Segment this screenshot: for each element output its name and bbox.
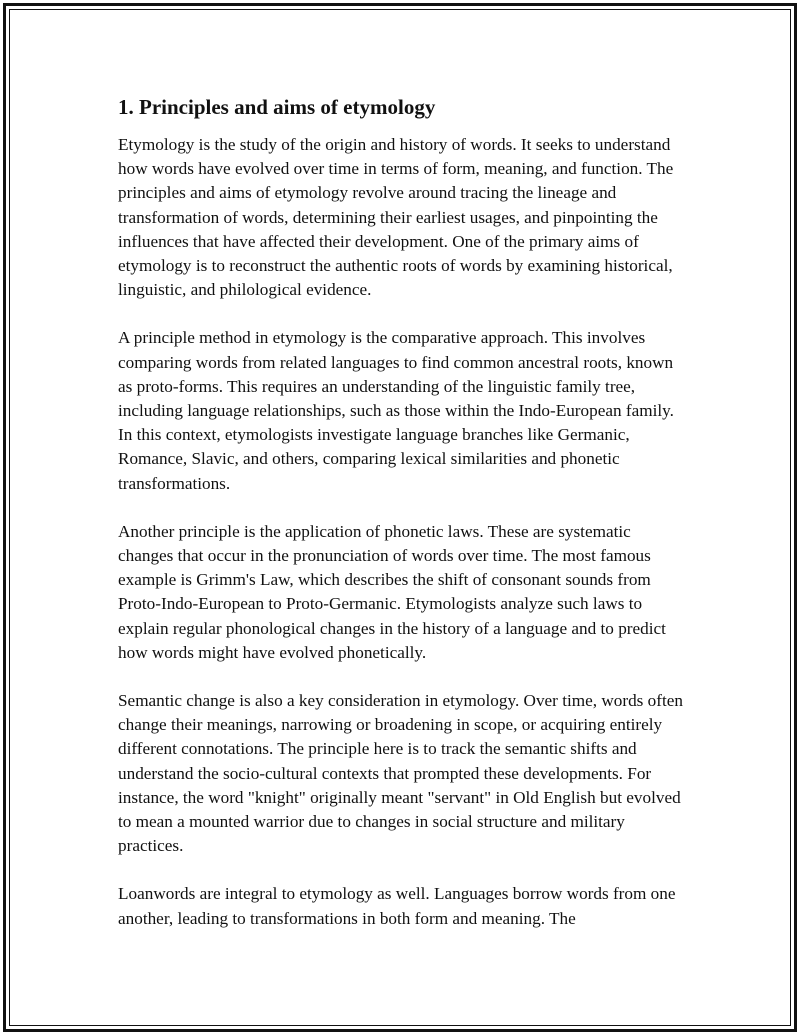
paragraph-comparative-approach: A principle method in etymology is the comparative approach. This involves comparing words from related languages to find common ancestral roots, known as proto-forms. This requires an understanding of the linguistic family tree, including language relationships, such as those within the Indo-European family. In this context, etymologists investigate language branches like Germanic, Romance, Slavic, and others, comparing lexical similarities and phonetic transformations. xyxy=(118,328,674,493)
paragraph-loanwords: Loanwords are integral to etymology as well. Languages borrow words from one another, leading to transformations in both form and meaning. The xyxy=(118,884,676,928)
section-heading: 1. Principles and aims of etymology xyxy=(118,95,436,119)
paragraph-semantic-change: Semantic change is also a key consideration in etymology. Over time, words often change their meanings, narrowing or broadening in scope, or acquiring entirely different connotations. The principle here is to track the semantic shifts and understand the socio-cultural contexts that prompted these developments. For instance, the word "knight" originally meant "servant" in Old English but evolved to mean a mounted warrior due to changes in social structure and military practices. xyxy=(118,691,683,856)
paragraph-phonetic-laws: Another principle is the application of phonetic laws. These are systematic changes that occur in the pronunciation of words over time. The most famous example is Grimm's Law, which describes the shift of consonant sounds from Proto-Indo-European to Proto-Germanic. Etymologists analyze such laws to explain regular phonological changes in the history of a language and to predict how words might have evolved phonetically. xyxy=(118,521,666,662)
paragraph-intro: Etymology is the study of the origin and history of words. It seeks to understand how words have evolved over time in terms of form, meaning, and function. The principles and aims of etymology revolve around tracing the lineage and transformation of words, determining their earliest usages, and pinpointing the influences that have affected their development. One of the primary aims of etymology is to reconstruct the authentic roots of words by examining historical, linguistic, and philological evidence. xyxy=(118,135,674,300)
document-body xyxy=(118,93,688,955)
